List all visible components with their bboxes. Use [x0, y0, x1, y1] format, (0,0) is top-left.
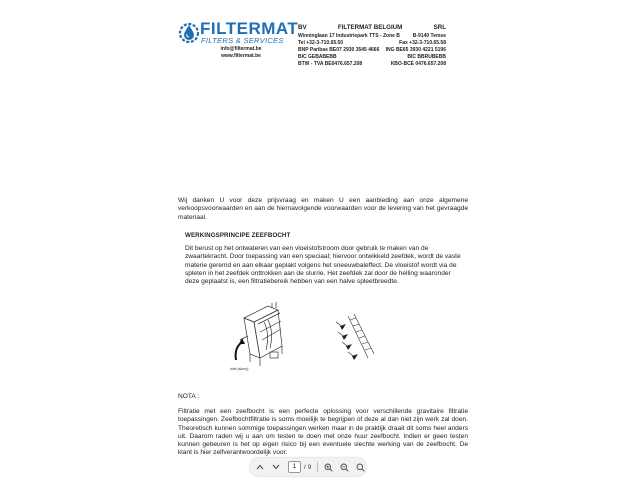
section-title: WERKINGSPRINCIPE ZEEFBOCHT [185, 232, 291, 239]
chevron-down-icon [272, 464, 280, 470]
address: Winninglaan 17 Industriepark TTS - Zone B [298, 33, 400, 39]
telephone: Tel +32-3-710.65.50 [298, 40, 344, 46]
fax: Fax +32-3-710.65.58 [399, 40, 446, 46]
intro-paragraph: Wij danken U voor deze prijsvraag en maken U een aanbieding aan onze algemene verkoopsvoorwaarden en aan de hiernavolgende voorwaarden voor de levering van het gevraagde materiaal. [178, 197, 468, 221]
vat-row [298, 61, 446, 68]
company-form-left: BV [298, 24, 307, 31]
bic-row [298, 54, 446, 61]
brand-tagline: FILTERS & SERVICES [201, 36, 284, 45]
sieve-bend-housing-figure [230, 300, 292, 372]
search-button[interactable] [355, 461, 366, 473]
kbo-number: KBO-BCE 0476.657.208 [390, 61, 446, 67]
zoom-out-icon [340, 463, 349, 472]
bic-2: BIC BBRUBEBB [407, 54, 446, 60]
previous-page-button[interactable] [255, 461, 266, 473]
chevron-up-icon [256, 464, 264, 470]
bank-account-2: ING BE65 3930 4221 5196 [385, 47, 446, 53]
toolbar-divider [317, 462, 318, 472]
zoom-in-icon [324, 463, 333, 472]
postal-city: B-9140 Temse [412, 33, 446, 39]
bank-account-1: BNP Paribas BE07 2930 3545 4666 [298, 47, 380, 53]
next-page-button[interactable] [271, 461, 282, 473]
vat-number: BTW - TVA BE0476.657.208 [298, 61, 363, 67]
zoom-in-button[interactable] [323, 461, 334, 473]
zoom-out-button[interactable] [339, 461, 350, 473]
nota-paragraph: Filtratie met een zeefbocht is een perfecte oplossing voor verschillende gravitaire filtratie toepassingen. Zeefbochtfiltratie is soms moeilijk te begrijpen of deze al dan niet zijn werk zal doen. Theoretisch kunnen sommige toepassingen werken maar in de praktijk draait dit soms heel anders uit. Daarom raden wij u aan om testen te doen met onze huur zeefbocht. Indien er geen testen kunnen gebeuren is het op eigen risico bij een eventuele slechte werking van de zeefbocht. De klant is hier zelfverantwoordelijk voor. [178, 408, 468, 457]
sieve-deck-section-figure [330, 312, 378, 368]
brand-name: FILTERMAT [200, 19, 299, 38]
page-number-input[interactable] [288, 461, 301, 473]
company-form-right: SRL [433, 24, 446, 31]
contact-web [206, 46, 276, 60]
website-link[interactable]: www.filtermat.be [221, 53, 261, 59]
water-drop-gear-icon [178, 20, 200, 44]
bic-1: BIC GEBABEBB [298, 54, 337, 60]
email-link[interactable]: info@filtermat.be [220, 46, 262, 52]
figure-label: Inlet (slurry) [230, 367, 249, 371]
search-icon [356, 463, 365, 472]
principle-paragraph: Dit berust op het ontwateren van een vloeistofstroom door gebruik te maken van de zwaartekracht. Door toepassing van een speciaal; hiervoor ontwikkeld zeefdek, wordt de vaste materie geremd en aan elkaar geplakt volgens het sneeuwbaleffect. De vloeistof wordt via de spleten in het zeefdek onttrokken aan de slurrie. Het zeefdek zal door de helling waaronder deze geplaatst is, een filtratiebereik hebben van een halve spleetbreedte. [185, 245, 461, 286]
company-name: FILTERMAT BELGIUM [337, 24, 403, 31]
bank-row [298, 47, 446, 54]
phone-row [298, 40, 446, 47]
total-pages: 9 [307, 463, 312, 471]
pdf-viewer-toolbar [250, 458, 366, 476]
nota-label: NOTA : [178, 393, 200, 400]
company-details [298, 24, 446, 68]
company-heading [298, 24, 446, 31]
page-separator: / [303, 463, 306, 471]
address-row [298, 33, 446, 40]
